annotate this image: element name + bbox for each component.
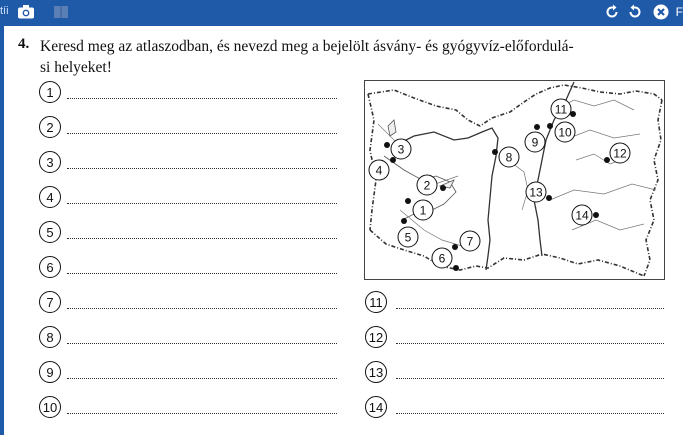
question-text-line2: si helyeket! <box>40 59 112 76</box>
answer-line[interactable] <box>67 308 337 309</box>
answer-line[interactable] <box>396 343 664 344</box>
answer-number: 4 <box>39 186 61 208</box>
svg-text:1: 1 <box>419 203 427 218</box>
map-point-14 <box>593 212 599 218</box>
worksheet-bottom <box>4 400 678 435</box>
answer-line[interactable] <box>67 413 337 414</box>
map-label-8 <box>499 147 519 167</box>
svg-text:9: 9 <box>531 135 539 150</box>
undo-icon[interactable] <box>603 3 621 21</box>
answer-number: 6 <box>39 256 61 278</box>
map-label-6 <box>432 248 452 268</box>
answer-line[interactable] <box>396 308 664 309</box>
answer-line[interactable] <box>67 273 337 274</box>
svg-text:7: 7 <box>466 234 474 249</box>
map-point-10 <box>547 123 553 129</box>
map-point-9 <box>534 124 540 130</box>
answer-line[interactable] <box>67 168 337 169</box>
answer-line[interactable] <box>396 413 664 414</box>
answer-number: 10 <box>39 396 61 418</box>
answer-line[interactable] <box>396 378 664 379</box>
map-frame <box>365 81 665 280</box>
map-label-5 <box>398 227 418 247</box>
answer-line[interactable] <box>67 378 337 379</box>
answer-number: 7 <box>39 291 61 313</box>
map-point-2 <box>440 185 446 191</box>
answer-line[interactable] <box>67 343 337 344</box>
map-label-4 <box>369 160 389 180</box>
svg-text:12: 12 <box>613 146 627 161</box>
redo-icon[interactable] <box>626 3 644 21</box>
map-label-1 <box>413 200 433 220</box>
question-text <box>40 36 670 78</box>
close-icon[interactable] <box>652 3 670 21</box>
answer-number: 1 <box>39 81 61 103</box>
answer-number: 8 <box>39 326 61 348</box>
answer-number: 3 <box>39 151 61 173</box>
answer-line[interactable] <box>67 133 337 134</box>
svg-text:4: 4 <box>375 163 383 178</box>
book-icon[interactable] <box>52 3 70 21</box>
answer-line[interactable] <box>67 238 337 239</box>
camera-icon[interactable] <box>17 3 35 21</box>
svg-text:14: 14 <box>575 208 589 223</box>
map-point-6 <box>453 265 459 271</box>
svg-text:11: 11 <box>554 102 568 117</box>
map-label-10 <box>555 122 575 142</box>
svg-text:13: 13 <box>529 185 543 200</box>
question-text-line1: Keresd meg az atlaszodban, és nevezd meg a bejelölt ásvány- és gyógyvíz-előfordulá- <box>40 38 574 55</box>
svg-text:5: 5 <box>404 230 412 245</box>
map-point-4 <box>390 157 396 163</box>
answer-number: 11 <box>365 291 387 313</box>
svg-text:2: 2 <box>423 178 431 193</box>
answer-number: 2 <box>39 116 61 138</box>
toolbar-right-text: F <box>675 5 683 19</box>
map-point-8 <box>492 149 498 155</box>
map-point-1 <box>405 198 411 204</box>
map-point-12 <box>604 157 610 163</box>
map-label-11 <box>551 99 571 119</box>
svg-text:3: 3 <box>397 142 405 157</box>
toolbar-left-text: tíi <box>0 5 9 17</box>
map-label-3 <box>391 139 411 159</box>
map-point-13 <box>546 195 552 201</box>
hungary-map <box>364 80 665 280</box>
svg-text:6: 6 <box>438 251 446 266</box>
map-label-13 <box>526 182 546 202</box>
answer-number: 14 <box>365 396 387 418</box>
answer-number: 12 <box>365 326 387 348</box>
svg-text:8: 8 <box>505 150 513 165</box>
map-label-12 <box>610 143 630 163</box>
answer-number: 9 <box>39 361 61 383</box>
top-toolbar <box>0 0 683 24</box>
answer-number: 5 <box>39 221 61 243</box>
map-point-3 <box>384 142 390 148</box>
map-label-2 <box>417 175 437 195</box>
answer-line[interactable] <box>67 98 337 99</box>
map-point-7 <box>452 244 458 250</box>
map-label-9 <box>525 132 545 152</box>
question-number: 4. <box>18 36 30 52</box>
answer-number: 13 <box>365 361 387 383</box>
map-label-14 <box>572 205 592 225</box>
svg-text:10: 10 <box>558 125 572 140</box>
map-point-5 <box>401 218 407 224</box>
answer-line[interactable] <box>67 203 337 204</box>
map-label-7 <box>460 231 480 251</box>
